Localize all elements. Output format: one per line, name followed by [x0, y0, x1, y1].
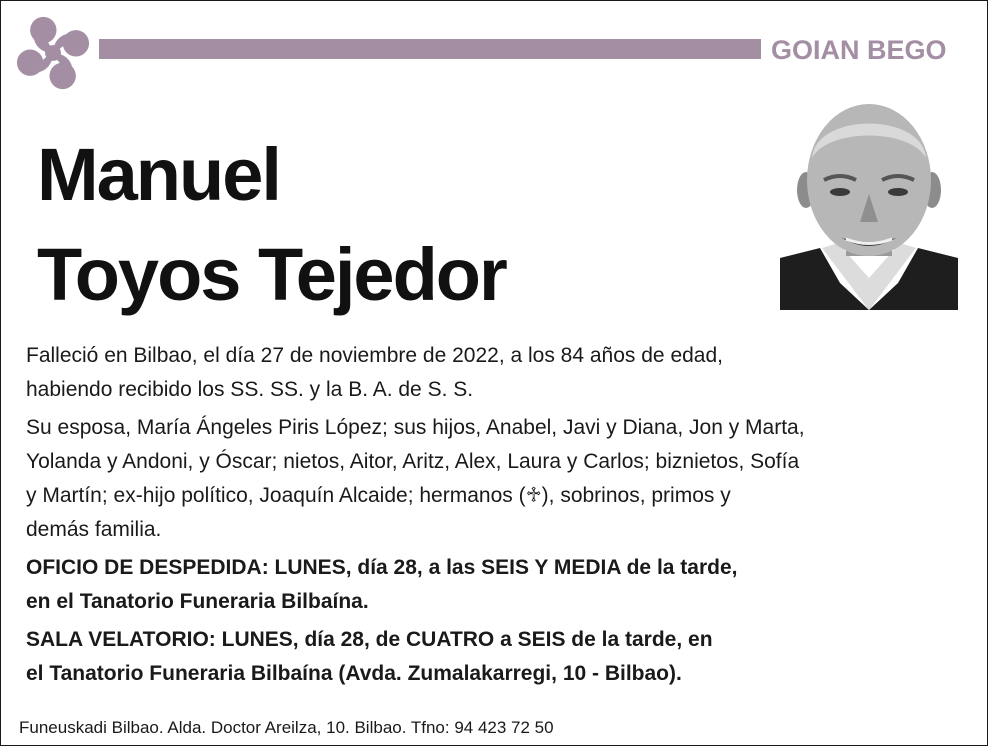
- family-paragraph: [26, 411, 971, 547]
- portrait-photo: [780, 98, 958, 310]
- funeral-home-footer: Funeuskadi Bilbao. Alda. Doctor Areilza, 10. Bilbao. Tfno: 94 423 72 50: [19, 718, 554, 737]
- service-line: en el Tanatorio Funeraria Bilbaína.: [26, 590, 369, 613]
- family-line: y Martín; ex-hijo político, Joaquín Alcaide; hermanos (♱), sobrinos, primos y: [26, 484, 731, 507]
- deceased-surnames: Toyos Tejedor: [37, 233, 506, 316]
- announcement-body: [26, 339, 971, 695]
- family-line: Yolanda y Andoni, y Óscar; nietos, Aitor, Aritz, Alex, Laura y Carlos; biznietos, Sofía: [26, 450, 800, 473]
- service-line: OFICIO DE DESPEDIDA: LUNES, día 28, a las SEIS Y MEDIA de la tarde,: [26, 556, 738, 579]
- death-paragraph: [26, 339, 971, 407]
- family-line: demás familia.: [26, 518, 162, 541]
- wake-line: el Tanatorio Funeraria Bilbaína (Avda. Zumalakarregi, 10 - Bilbao).: [26, 662, 682, 685]
- wake-line: SALA VELATORIO: LUNES, día 28, de CUATRO a SEIS de la tarde, en: [26, 628, 713, 651]
- death-line: Falleció en Bilbao, el día 27 de noviembre de 2022, a los 84 años de edad,: [26, 344, 723, 367]
- lauburu-icon: [9, 9, 97, 97]
- section-label: GOIAN BEGO: [771, 35, 947, 65]
- wake-paragraph: [26, 623, 971, 691]
- deceased-first-name: Manuel: [37, 133, 280, 216]
- header-band: [99, 39, 761, 59]
- service-paragraph: [26, 551, 971, 619]
- death-line: habiendo recibido los SS. SS. y la B. A. de S. S.: [26, 378, 474, 401]
- family-line: Su esposa, María Ángeles Piris López; sus hijos, Anabel, Javi y Diana, Jon y Marta,: [26, 416, 805, 439]
